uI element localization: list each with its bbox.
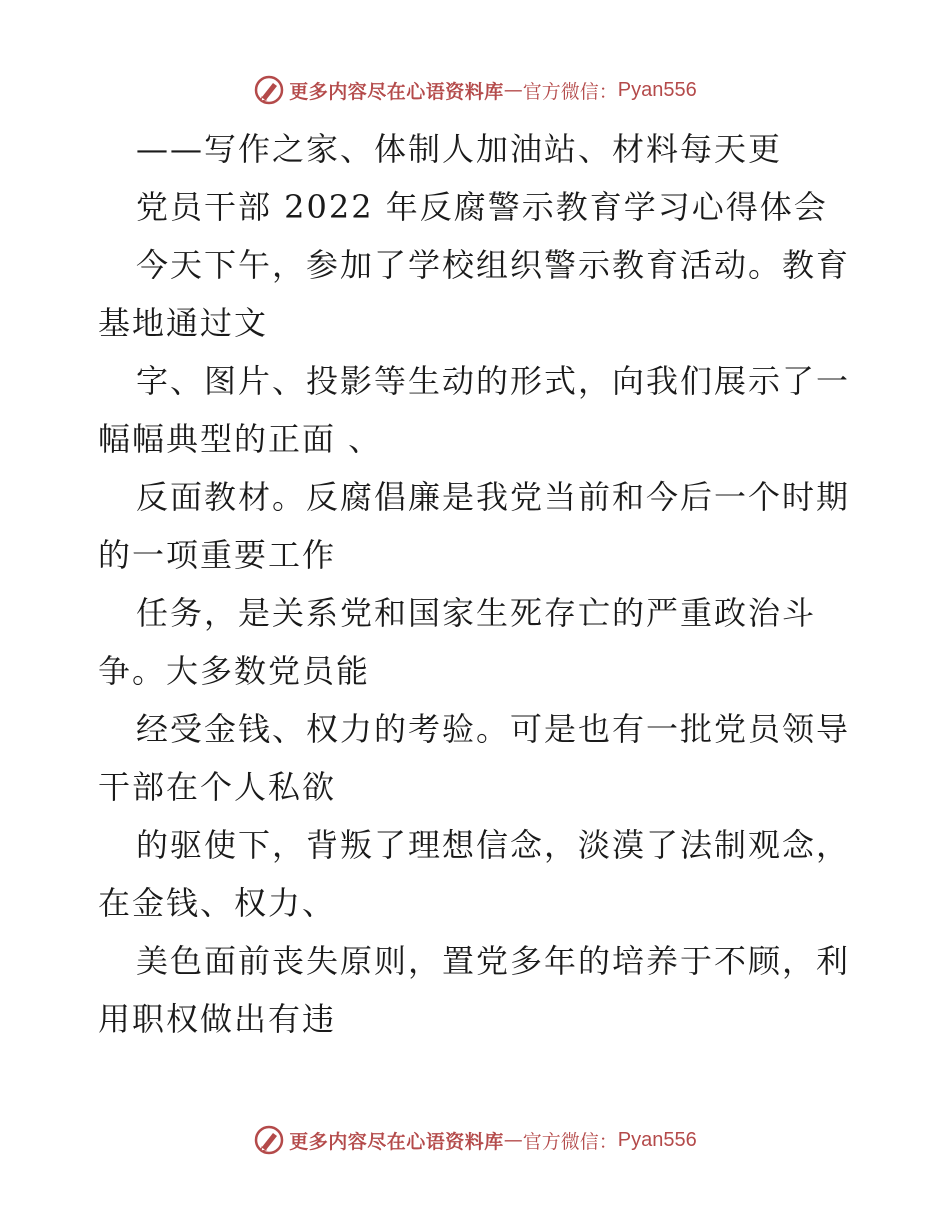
text-line: ——写作之家、体制人加油站、材料每天更	[136, 130, 783, 168]
header-banner	[0, 70, 950, 110]
text-line: 今天下午，参加了学校组织警示教育活动。教育	[136, 246, 851, 284]
footer-separator: —	[503, 1129, 523, 1151]
header-wechat-label: 官方微信：	[522, 80, 618, 103]
pen-logo-icon	[253, 74, 285, 106]
header-promo-text: 更多内容尽在心语资料库	[289, 80, 504, 103]
document-title: 党员干部 2022 年反腐警示教育学习心得体会	[136, 188, 828, 226]
text-line: 经受金钱、权力的考验。可是也有一批党员领导	[136, 710, 851, 748]
header-wechat-id: Pyan556	[617, 78, 697, 101]
text-line: 用职权做出有违	[98, 1000, 337, 1038]
footer-promo-text: 更多内容尽在心语资料库	[289, 1130, 504, 1153]
footer-banner	[0, 1120, 950, 1160]
text-line: 基地通过文	[98, 304, 269, 342]
text-line: 争。大多数党员能	[98, 652, 371, 690]
footer-wechat-label: 官方微信：	[522, 1130, 618, 1153]
document-body	[98, 120, 858, 1048]
text-line: 的一项重要工作	[98, 536, 337, 574]
text-line: 反面教材。反腐倡廉是我党当前和今后一个时期	[136, 478, 851, 516]
text-line: 在金钱、权力、	[98, 884, 337, 922]
footer-wechat-id: Pyan556	[617, 1128, 697, 1151]
text-line: 干部在个人私欲	[98, 768, 337, 806]
text-line: 字、图片、投影等生动的形式，向我们展示了一	[136, 362, 851, 400]
pen-logo-icon	[253, 1124, 285, 1156]
text-line: 美色面前丧失原则，置党多年的培养于不顾，利	[136, 942, 851, 980]
text-line: 幅幅典型的正面 、	[98, 420, 383, 458]
header-separator: —	[503, 79, 523, 101]
text-line: 的驱使下，背叛了理想信念，淡漠了法制观念，	[136, 826, 851, 864]
text-line: 任务，是关系党和国家生死存亡的严重政治斗	[136, 594, 817, 632]
